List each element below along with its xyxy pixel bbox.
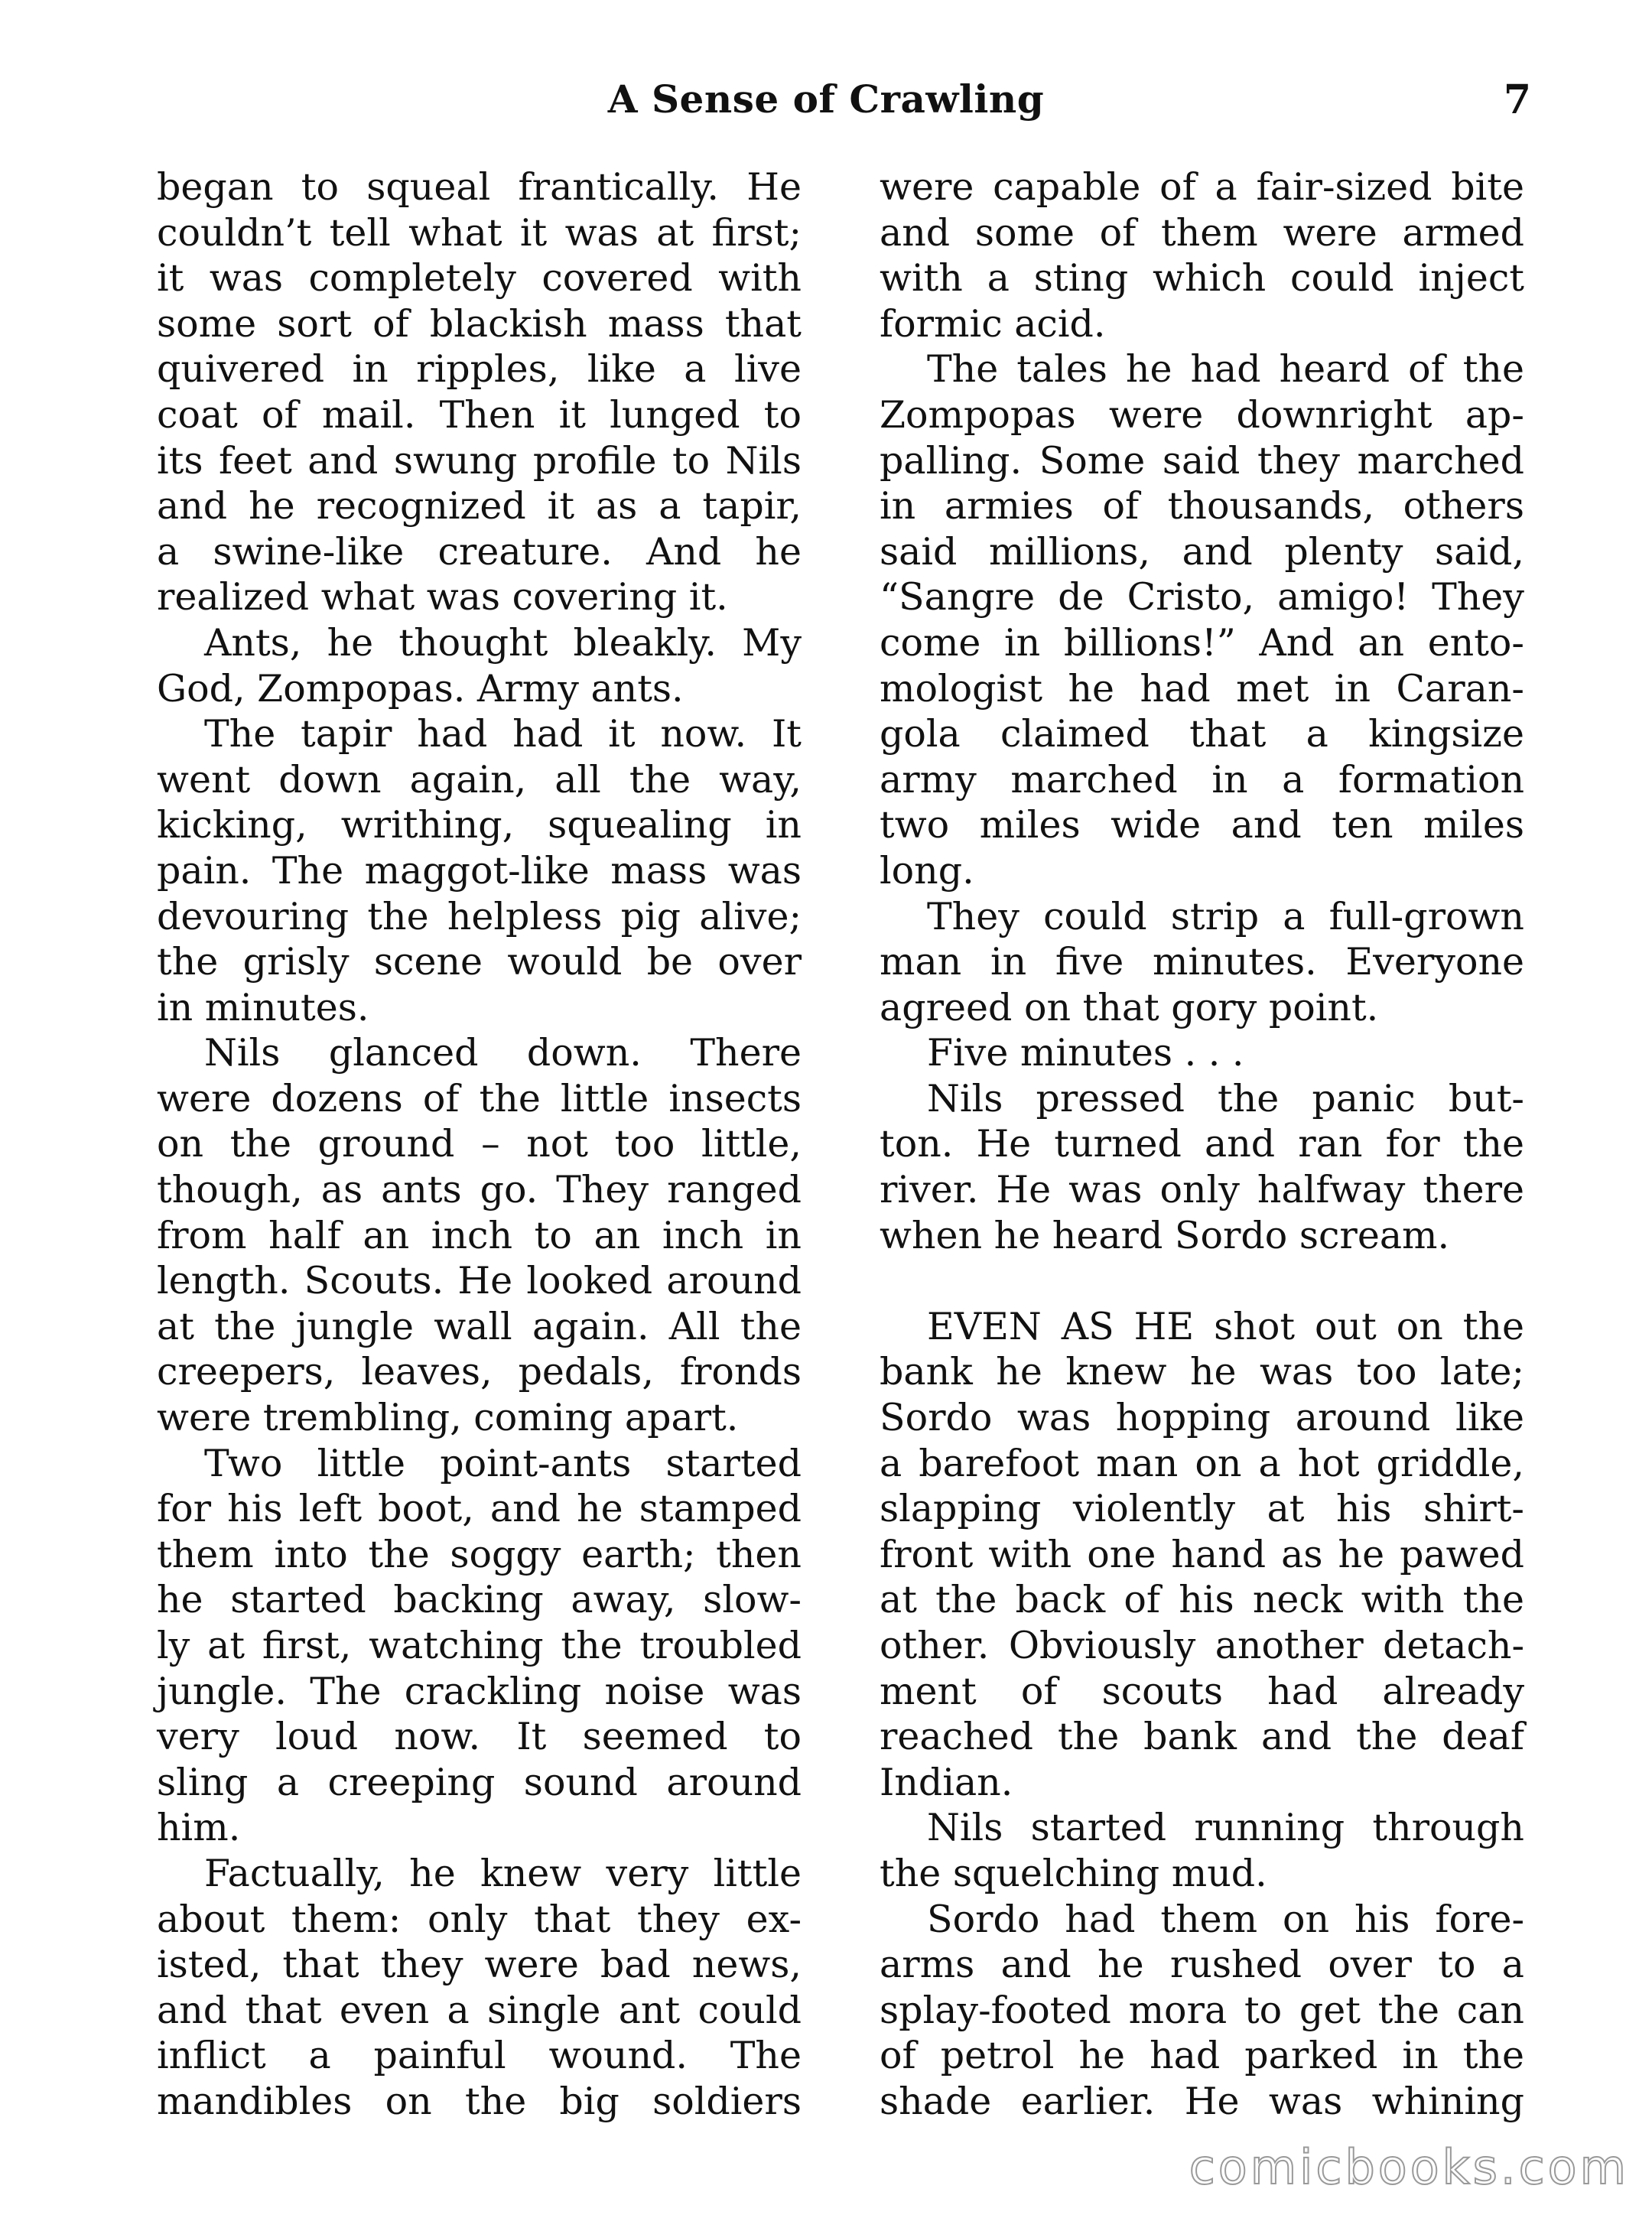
text-line: mandibles on the big soldiers — [157, 2079, 802, 2123]
left-text-column — [157, 164, 802, 2125]
text-line: pain. The maggot-like mass was — [157, 848, 802, 893]
text-line: splay-footed mora to get the can — [880, 1988, 1524, 2032]
text-line: shade earlier. He was whining — [880, 2079, 1524, 2123]
text-line: and he recognized it as a tapir, — [157, 484, 802, 528]
text-line: Factually, he knew very little — [204, 1851, 802, 1895]
text-line: at the back of his neck with the — [880, 1578, 1524, 1622]
right-text-column — [880, 164, 1524, 2125]
text-line — [880, 1258, 1524, 1304]
text-line: were capable of a fair-sized bite — [880, 165, 1524, 209]
text-line: Five minutes . . . — [927, 1031, 1244, 1075]
text-line: very loud now. It seemed to — [157, 1715, 802, 1759]
text-line: length. Scouts. He looked around — [157, 1259, 802, 1303]
text-line: some sort of blackish mass that — [157, 301, 802, 346]
text-line: The tapir had had it now. It — [204, 712, 802, 756]
text-line: a swine-like creature. And he — [157, 529, 802, 574]
text-line: Indian. — [880, 1760, 1013, 1804]
text-line: front with one hand as he pawed — [880, 1532, 1524, 1576]
text-line: sling a creeping sound around — [157, 1760, 802, 1804]
text-line: Two little point-ants started — [204, 1441, 802, 1485]
text-line: devouring the helpless pig alive; — [157, 894, 802, 938]
text-line: in minutes. — [157, 985, 369, 1029]
running-title: A Sense of Crawling — [607, 76, 1045, 122]
text-line: about them: only that they ex- — [157, 1897, 802, 1941]
text-line: The tales he had heard of the — [927, 347, 1524, 392]
text-line: though, as ants go. They ranged — [157, 1168, 802, 1212]
text-line: Sordo had them on his fore- — [927, 1897, 1524, 1941]
text-line: at the jungle wall again. All the — [157, 1304, 802, 1348]
text-line: ment of scouts had already — [880, 1669, 1524, 1713]
text-line: agreed on that gory point. — [880, 985, 1379, 1029]
text-line: mologist he had met in Caran- — [880, 666, 1524, 711]
text-line: were trembling, coming apart. — [157, 1396, 739, 1440]
text-line: two miles wide and ten miles — [880, 803, 1524, 847]
text-line: man in five minutes. Everyone — [880, 940, 1524, 984]
text-line: quivered in ripples, like a live — [157, 347, 802, 392]
text-line: jungle. The crackling noise was — [157, 1669, 802, 1713]
text-line: creepers, leaves, pedals, fronds — [157, 1350, 802, 1394]
text-line: slapping violently at his shirt- — [880, 1487, 1524, 1531]
text-line: them into the soggy earth; then — [157, 1532, 802, 1576]
text-line: in armies of thousands, others — [880, 484, 1524, 528]
text-line: Nils glanced down. There — [204, 1031, 802, 1075]
text-line: Sordo was hopping around like — [880, 1396, 1524, 1440]
text-line: the grisly scene would be over — [157, 940, 802, 984]
text-line: and some of them were armed — [880, 210, 1524, 255]
text-line: and that even a single ant could — [157, 1988, 802, 2032]
text-line: ton. He turned and ran for the — [880, 1122, 1524, 1166]
text-line: Ants, he thought bleakly. My — [204, 620, 802, 665]
text-line: kicking, writhing, squealing in — [157, 803, 802, 847]
text-line: him. — [157, 1806, 241, 1850]
text-line: inflict a painful wound. The — [157, 2034, 802, 2078]
text-line: when he heard Sordo scream. — [880, 1213, 1450, 1257]
text-line: of petrol he had parked in the — [880, 2034, 1524, 2078]
text-line: army marched in a formation — [880, 757, 1524, 802]
text-line: bank he knew he was too late; — [880, 1350, 1524, 1394]
watermark: comicbooks.com — [1189, 2139, 1629, 2195]
text-line: Nils pressed the panic but- — [927, 1076, 1524, 1120]
text-line: long. — [880, 848, 974, 893]
text-line: coat of mail. Then it lunged to — [157, 392, 802, 437]
text-line: reached the bank and the deaf — [880, 1715, 1524, 1759]
text-line: it was completely covered with — [157, 256, 802, 301]
text-line: God, Zompopas. Army ants. — [157, 666, 684, 711]
text-line: “Sangre de Cristo, amigo! They — [880, 575, 1524, 620]
text-line: isted, that they were bad news, — [157, 1943, 802, 1987]
text-line: its feet and swung profile to Nils — [157, 438, 802, 483]
text-line: come in billions!” And an ento- — [880, 620, 1524, 665]
page-number: 7 — [1503, 76, 1531, 123]
text-line: with a sting which could inject — [880, 256, 1524, 301]
text-line: EVEN AS HE shot out on the — [927, 1304, 1524, 1348]
text-line: he started backing away, slow- — [157, 1578, 802, 1622]
text-line: ly at first, watching the troubled — [157, 1624, 802, 1667]
text-line: formic acid. — [880, 301, 1106, 346]
text-line: gola claimed that a kingsize — [880, 712, 1524, 756]
text-line: were dozens of the little insects — [157, 1076, 802, 1120]
text-line: other. Obviously another detach- — [880, 1624, 1524, 1667]
text-line: began to squeal frantically. He — [157, 165, 802, 209]
text-line: said millions, and plenty said, — [880, 529, 1524, 574]
text-line: on the ground – not too little, — [157, 1122, 802, 1166]
text-line: river. He was only halfway there — [880, 1168, 1524, 1212]
text-line: Nils started running through — [927, 1806, 1524, 1850]
text-line: Zompopas were downright ap- — [880, 392, 1524, 437]
text-line: couldn’t tell what it was at first; — [157, 210, 802, 255]
text-line: went down again, all the way, — [157, 757, 802, 802]
text-line: for his left boot, and he stamped — [157, 1487, 802, 1531]
text-line: a barefoot man on a hot griddle, — [880, 1441, 1524, 1485]
text-line: realized what was covering it. — [157, 575, 728, 620]
text-line: from half an inch to an inch in — [157, 1213, 802, 1257]
text-line: palling. Some said they marched — [880, 438, 1524, 483]
text-line: arms and he rushed over to a — [880, 1943, 1524, 1987]
text-line: They could strip a full-grown — [927, 894, 1524, 938]
page-header — [0, 76, 1652, 130]
text-line: the squelching mud. — [880, 1851, 1267, 1895]
